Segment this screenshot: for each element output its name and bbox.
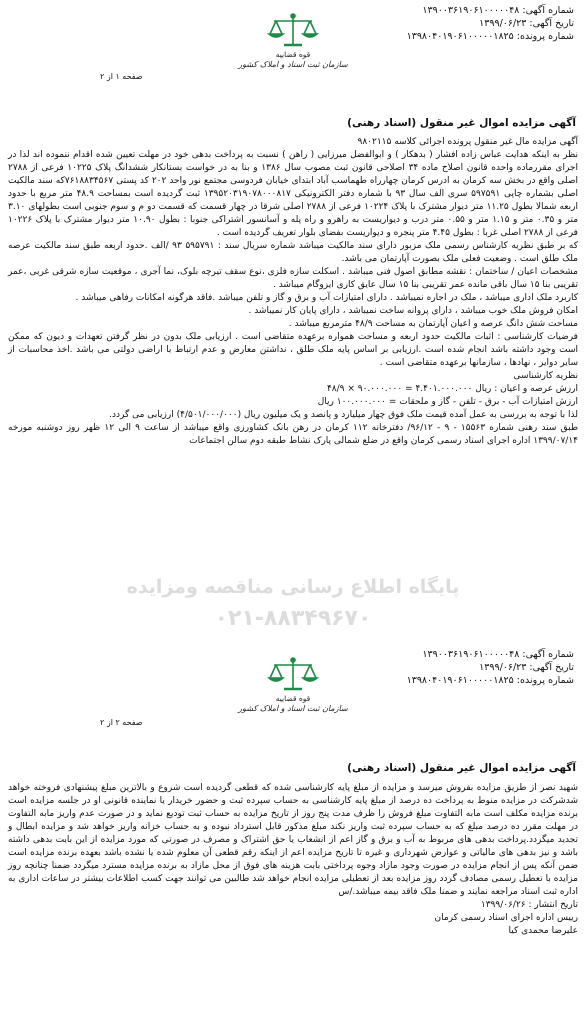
scales-of-justice-icon xyxy=(262,12,324,50)
paragraph: نظریه کارشناسی xyxy=(513,371,578,381)
paragraph: مشخصات اعیان / ساختمان : نقشه مطابق اصول فنی میباشد . اسکلت سازه فلزی ،نوع سقف تیرچه بلوک، نما آجری ، موقعیت سازه شرقی غربی ،عمر تقریبی بنا ۱۵ سال باقی مانده عمر تقریبی بنا ۱۵ سال عایق کاری ایزوگام میباشد . xyxy=(8,267,578,290)
ad-number: شماره آگهی: ۱۳۹۰۰۳۶۱۹۰۶۱۰۰۰۰۰۴۸ xyxy=(422,649,574,660)
ad-date: تاریخ آگهی: ۱۳۹۹/۰۶/۲۳ xyxy=(479,18,574,29)
page-number: صفحه ۲ از ۲ xyxy=(100,718,143,727)
signer-name: علیرضا محمدی کیا xyxy=(508,926,578,936)
watermark-phone: ۰۲۱-۸۸۳۴۹۶۷۰ xyxy=(214,606,372,631)
paragraph: ارزش عرصه و اعیان : ریال ۴.۴۰۱.۰۰۰.۰۰۰ = ۹۰.۰۰۰.۰۰۰ × ۴۸/۹ xyxy=(326,384,578,394)
page-number: صفحه ۱ از ۲ xyxy=(100,72,143,81)
notice-part-2 xyxy=(0,606,586,1032)
seal-org-name: قوه قضاییه xyxy=(275,694,311,703)
paragraph: لذا با توجه به بررسی به عمل آمده قیمت ملک فوق چهار میلیارد و پانصد و یک میلیون ریال (۴/۵۰۱/۰۰۰/۰۰۰) ارزیابی می گردد. xyxy=(109,410,578,420)
paragraph: طبق سند رهنی شماره ۱۵۵۶۳ - ۹ - ۹۶/۱۲/ دفترخانه ۱۱۲ کرمان در رهن بانک کشاورزی واقع میباشد از ساعت ۹ الی ۱۲ ظهر روز دوشنبه مورخه ۱۳۹۹/۰۷/۱۴ اداره اجرای اسناد رسمی کرمان واقع در ضلع شمالی پارک نشاط طبقه دوم سالن اجتماعات xyxy=(8,423,578,446)
file-number: شماره پرونده: ۱۳۹۸۰۴۰۱۹۰۶۱۰۰۰۰۰۱۸۲۵ xyxy=(406,31,574,42)
signer-title: رییس اداره اجرای اسناد رسمی کرمان xyxy=(434,913,578,923)
judiciary-seal xyxy=(238,12,348,70)
ad-date: تاریخ آگهی: ۱۳۹۹/۰۶/۲۳ xyxy=(479,662,574,673)
seal-org-name: قوه قضاییه xyxy=(275,50,311,59)
paragraph: امکان فروش ملک خوب میباشد ، دارای پروانه ساخت نمیباشد ، دارای پایان کار نمیباشد . xyxy=(248,306,578,316)
notice-title: آگهی مزایده اموال غیر منقول (اسناد رهنی) xyxy=(347,117,576,129)
paragraph: کاربرد ملک اداری میباشد ، ملک در اجاره نمیباشد . دارای امتیازات آب و برق و گاز و تلفن میباشد .فاقد هرگونه امکانات رفاهی میباشد . xyxy=(75,293,578,303)
paragraph: فرضیات کارشناسی : اثبات مالکیت حدود اربعه و مساحت همواره برعهده متقاضی است . ارزیابی ملک بدون در نظر گرفتن تعهدات و دیون که ممکن است وجود داشته باشد انجام شده است .ارزیابی بر اساس پایه ملک طلق ، نداشتن معارض و عدم ارتباط با اراضی دولتی می باشد .اخذ محاسبات از سایر دوایر ، نهادها ، سازمانها برعهده متقاضی است . xyxy=(8,332,578,368)
scales-of-justice-icon xyxy=(262,656,324,694)
notice-body xyxy=(8,136,578,448)
paragraph: شهید نصر از طریق مزایده بفروش میرسد و مزایده از مبلغ پایه کارشناسی شده که قطعی گردیده است شروع و بالاترین مبلغ پیشنهادی فروخته خواهد شدشرکت در مزایده منوط به پرداخت ده درصد از مبلغ پایه کارشناسی به حساب سپرده ثبت و حضور خریدار یا نماینده قانونی او در جلسه مزایده است برنده مزایده مکلف است مابه التفاوت مبلغ فروش را ظرف مدت پنج روز از تاریخ مزایده به حساب ثبت تودیع نماید و در صورت عدم واریز مابه التفاوت در مهلت مقرر ده درصد مبلغ که به حساب سپرده ثبت واریز نکند مبلغ مذکور قابل استرداد نبوده و به حساب خزانه واریز خواهد شد و مزایده ابطال و تجدید میگردد.پرداخت بدهی های مربوط به آب و برق و گاز اعم از انشعاب یا حق اشتراک و مصرف در صورتی که مورد مزایده از این بابت بدهی داشته باشد و نیز بدهی های مالیاتی و عوارض شهرداری و غیره تا تاریخ مزایده اعم از اینکه رقم قطعی آن معلوم شده یا نشده باشد بعهده برنده مزایده است ضمن آنکه پس از انجام مزایده در صورت وجود مازاد وجوه پرداختی بابت هزینه های فوق از محل مازاد به برنده مزایده مسترد میگردد ضمنا چنانچه روز مزایده با تعطیل رسمی مصادف گردد روز مزایده بعد از تعطیلی مزایده انجام خواهد شد طالبین می توانند جهت کسب اطلاعات بیشتر در ساعات اداری به اداره ثبت اسناد مراجعه نمایند و ضمنا ملک فاقد بیمه میباشد./س xyxy=(8,783,578,897)
judiciary-seal xyxy=(238,656,348,714)
watermark-site-name: پایگاه اطلاع رسانی مناقصه ومزایده xyxy=(126,576,460,598)
notice-body xyxy=(8,782,578,938)
seal-org-subtitle: سازمان ثبت اسناد و املاک کشور xyxy=(238,704,348,713)
notice-meta xyxy=(407,4,574,43)
file-number: شماره پرونده: ۱۳۹۸۰۴۰۱۹۰۶۱۰۰۰۰۰۱۸۲۵ xyxy=(406,675,574,686)
publish-date: تاریخ انتشار : ۱۳۹۹/۰۶/۲۶ xyxy=(480,900,578,910)
notice-meta xyxy=(407,648,574,687)
notice-title: آگهی مزایده اموال غیر منقول (اسناد رهنی) xyxy=(347,762,576,774)
paragraph: آگهی مزایده مال غیر منقول پرونده اجرائی کلاسه ۹۸۰۲۱۱۵ xyxy=(357,137,578,147)
ad-number: شماره آگهی: ۱۳۹۰۰۳۶۱۹۰۶۱۰۰۰۰۰۴۸ xyxy=(422,5,574,16)
seal-org-subtitle: سازمان ثبت اسناد و املاک کشور xyxy=(238,60,348,69)
paragraph: نظر به اینکه هدایت عباس زاده افشار ( بدهکار ) و ابوالفضل میرزایی ( راهن ) نسبت به پرداخت بدهی خود در مهلت تعیین شده اقدام ننموده اند لذا در اجرای مقررماده واحده قانون اصلاح ماده ۳۴ اصلاحی قانون ثبت مصوب سال ۱۳۸۶ و بنا به در خواست بستانکار ششدانگ پلاک ۱۰۲۲۵ فرعی از ۲۷۸۸ اصلی واقع در بخش سه کرمان به ادرس کرمان چهارراه طهماسب آباد ابتدای خیابان فردوسی مجتمع نور واحد ۲۰۲ کد پستی ۷۶۱۸۸۳۴۵۶۷که سند مالکیت اصلی بشماره چاپی ۵۹۷۵۹۱ سری الف سال ۹۳ با شماره دفتر الکترونیکی ۱۳۹۵۲۰۳۱۹۰۷۸۰۰۰۸۱۷ ثبت گردیده است بمساحت ۴۸.۹ متر مربع با حدود اربعه شمالا بطول ۱۱.۲۵ متر دیوار مشترک با پلاک ۱۰۲۲۴ فرعی از ۲۷۸۸ اصلی شرقا در چهار قسمت که قسمت دو م و سوم جنوبی است بطولهای ۳.۱۰ متر و ۰.۳۵ متر و ۱.۱۵ متر و ۰.۵۵ متر درب و دیواریست به راهرو و راه پله و آسانسور اشتراکی جنوبا : بطول ۱۰.۹۰ متر دیوار مشترک با پلاک ۱۰۲۲۶ فرعی از ۲۷۸۸ اصلی غربا : بطول ۴.۴۵ متر پنجره و دیواریست بفضای بلوار تعریف گردیده است . xyxy=(8,150,579,238)
paragraph: که بر طبق نظریه کارشناس رسمی ملک مزبور دارای سند مالکیت میباشد شماره سریال سند : ۵۹۵۷۹۱ ۹۳ /الف .حدود اربعه طبق سند مالکیت عرصه ملک طلق است . وضعیت فعلی ملک بصورت آپارتمان می باشد. xyxy=(8,241,578,264)
paragraph: مساحت شش دانگ عرصه و اعیان آپارتمان به مساحت ۴۸/۹ مترمربع میباشد . xyxy=(288,319,578,329)
paragraph: ارزش امتیازات آب - برق - تلفن - گاز و ملحقات = ۱۰۰.۰۰۰.۰۰۰ ریال xyxy=(317,397,578,407)
